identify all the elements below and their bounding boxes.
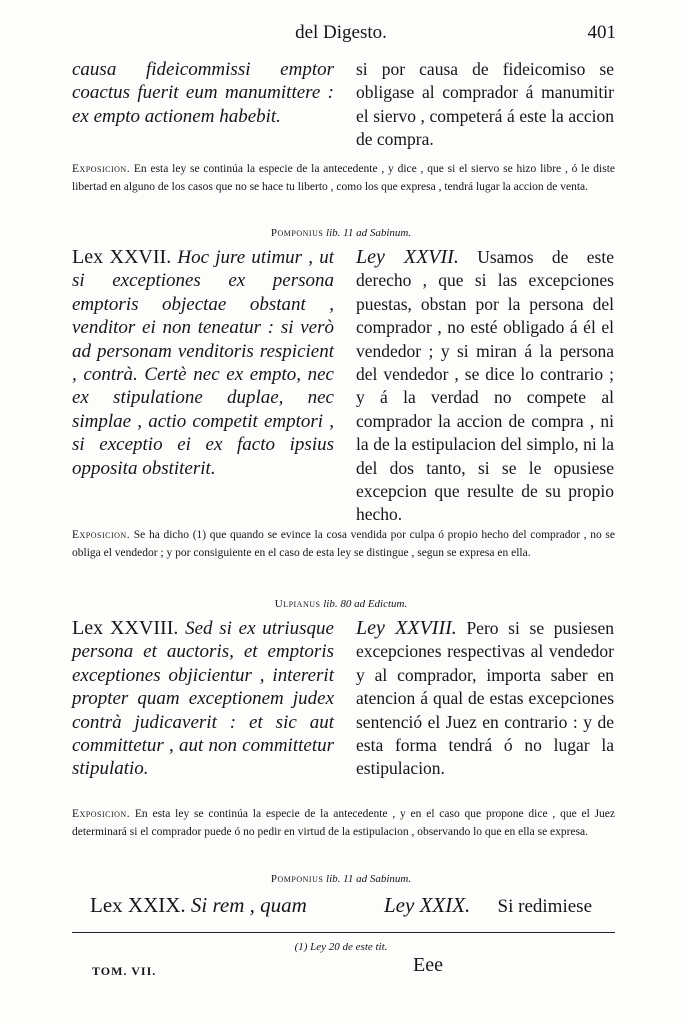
exposition-text: En esta ley se continúa la especie de la antecedente , y en el caso que propone dice , que el Juez determinará si el comprador puede ó no pedir en virtud de la estipulacion , observando lo que en ella se expresa. (72, 808, 616, 838)
source-work: lib. 11 ad Sabinum. (326, 873, 412, 885)
footnote-rule (72, 932, 615, 933)
exposition-3 (72, 805, 615, 841)
source-line-law29 (0, 873, 682, 885)
law28-latin-text: Sed si ex utriusque persona et auctoris, et emptoris exceptiones objicientur , intererit propter quam exceptionem judex contrà judicaverit : et sic aut committetur , aut non committetur stipulatio. (72, 618, 334, 780)
law29-latin-heading: Lex XXIX. (90, 893, 186, 917)
source-author: Pomponius (270, 227, 324, 239)
source-author: Ulpianus (274, 598, 321, 610)
exposition-label: Exposicion. (72, 808, 131, 820)
page-number: 401 (587, 22, 616, 43)
source-line-law27 (0, 227, 682, 239)
law29-spanish (384, 893, 592, 918)
law28-spanish-text: Pero si se pusiesen excepciones respectivas al vendedor y al comprador, importa saber en atencion á qual de estas excepciones sentenció el Juez en contrario : y de esta forma tendrá ó no lugar la estipulacion. (356, 618, 614, 779)
law27-latin-text: Hoc jure utimur , ut si exceptiones ex persona emptoris objectae obstant , venditor ei non teneatur : si verò ad personam venditoris respicient , contrà. Certè nec ex empto, nec ex stipulatione duplae, nec simplae , actio competit emptori , si exceptio ei ex facto ipsius opposita obstiterit. (72, 247, 335, 479)
law29-latin-text: Si rem , quam (190, 893, 307, 917)
exposition-text: Se ha dicho (1) que quando se evince la cosa vendida por culpa ó propio hecho del comprador , no se obliga el vendedor ; y por consiguiente en el caso de esta ley se distingue , segun se expresa en ella. (72, 529, 616, 559)
law26-spanish-continuation: si por causa de fideicomiso se obligase al comprador á manumitir el siervo , competerá á este la accion de compra. (356, 59, 614, 150)
law29-latin (90, 893, 307, 918)
source-line-law28 (0, 598, 682, 610)
law29-spanish-text: Si redimiese (497, 896, 592, 917)
law28-latin-heading: Lex XXVIII. (72, 617, 179, 639)
exposition-text: En esta ley se continúa la especie de la antecedente , y dice , que si el siervo se hizo libre , ó le diste libertad en alguno de los casos que no se hace tu liberto , como los que expresa , tendrá lugar la accion de venta. (72, 163, 616, 193)
law28-spanish (356, 617, 614, 781)
source-work: lib. 11 ad Sabinum. (326, 227, 412, 239)
source-author: Pomponius (270, 873, 324, 885)
law28-spanish-heading: Ley XXVIII. (356, 617, 457, 639)
exposition-label: Exposicion. (72, 529, 131, 541)
law27-spanish-heading: Ley XXVII. (356, 246, 459, 268)
source-work: lib. 80 ad Edictum. (323, 598, 408, 610)
law27-latin-heading: Lex XXVII. (72, 246, 172, 268)
exposition-1 (72, 160, 615, 196)
footnote: (1) Ley 20 de este tit. (294, 941, 388, 953)
running-header: del Digesto. (295, 22, 387, 43)
exposition-label: Exposicion. (72, 163, 131, 175)
volume-label: TOM. VII. (92, 964, 157, 978)
law29-spanish-heading: Ley XXIX. (384, 893, 471, 917)
law28-latin (72, 617, 334, 781)
law27-spanish-text: Usamos de este derecho , que si las excepciones puestas, obstan por la persona del comprador , no esté obligado á él el vendedor ; y si miran á la persona del vendedor , se dice lo contrario ; y á la verdad no compete al comprador la accion de compra , ni la de la estipulacion del simplo, ni la del dos tanto, si se le opusiese excepcion que resulte de su propio hecho. (356, 247, 614, 525)
law27-spanish (356, 246, 614, 527)
signature-mark: Eee (413, 954, 443, 976)
law26-latin-continuation: causa fideicommissi emptor coactus fuerit eum manumittere : ex empto actionem habebit. (72, 59, 334, 127)
law27-latin (72, 246, 334, 480)
exposition-2 (72, 526, 615, 562)
